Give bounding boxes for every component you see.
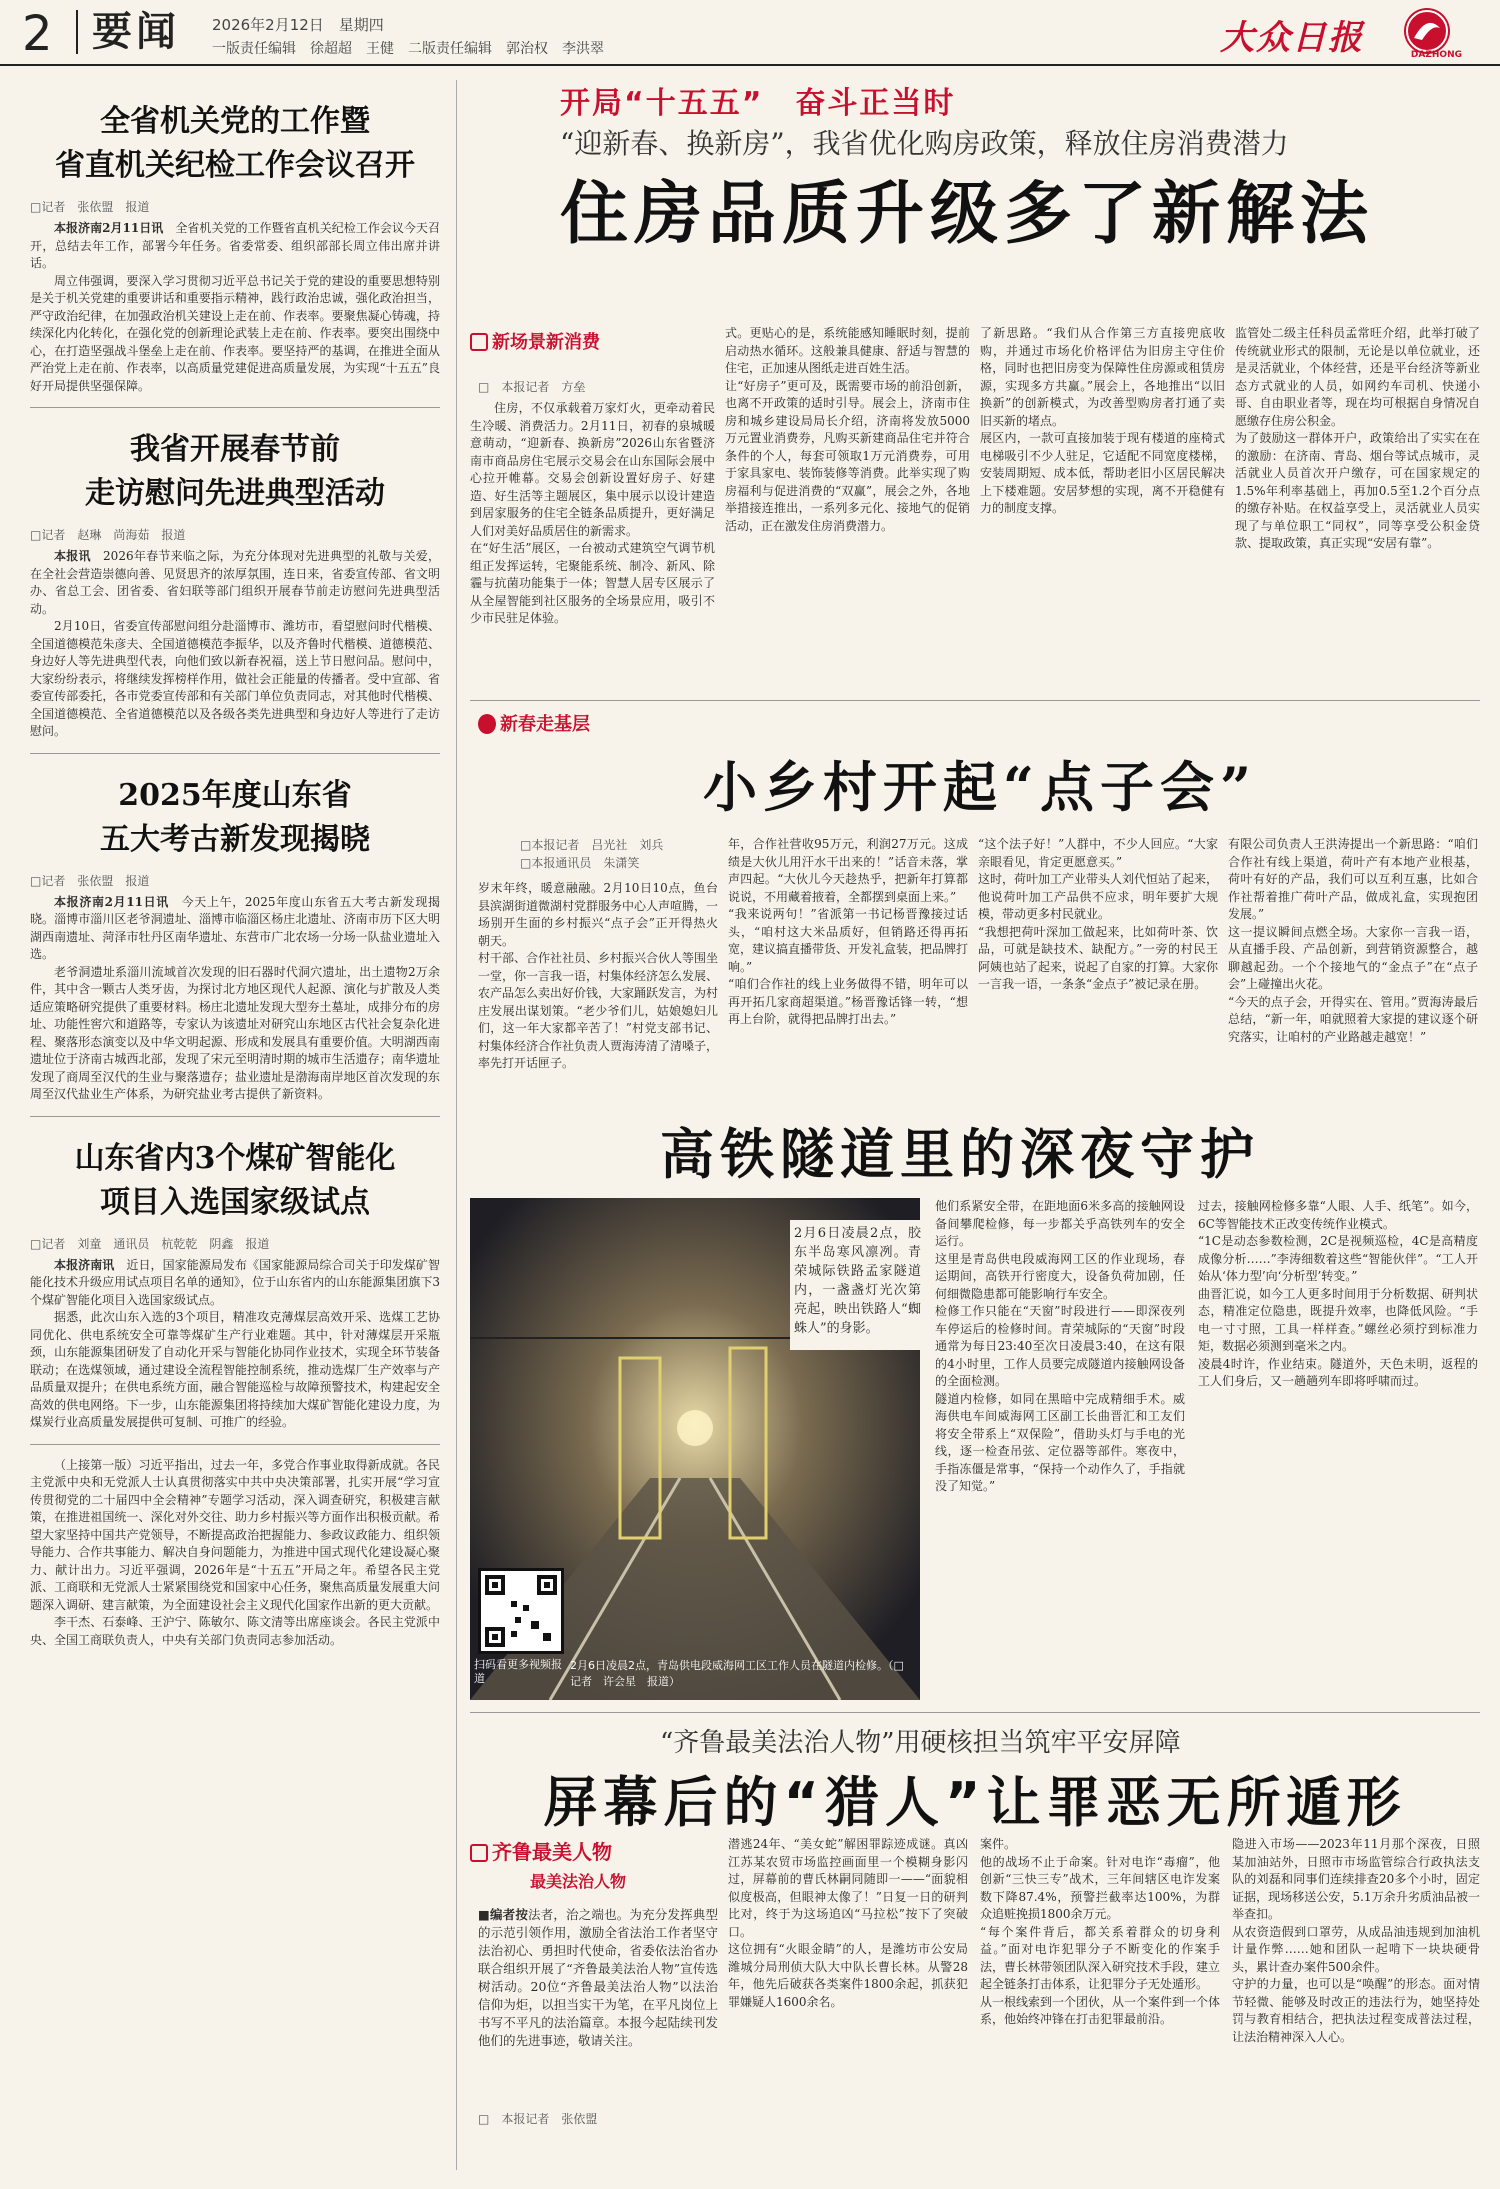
divider xyxy=(30,1444,440,1445)
main-column-3: 了新思路。“我们从合作第三方直接兜底收购，并通过市场化价格评估为旧房主守住价格，同时也把旧房变为保障性住房源或租赁房源，实现多方共赢。”展会上，各地推出“以旧换新”的创新模式，为改善型购房者打通了卖旧买新的堵点。 展区内，一款可直接加装于现有楼道的座椅式电梯吸引不少人驻足，它适配不同宽度楼梯，安装周期短、成本低，帮助老旧小区居民解决上下楼难题。安居梦想的实现，离不开稳健有力的制度支撑。 xyxy=(980,326,1225,515)
shopping-bag-icon xyxy=(470,333,488,351)
lead-text: 今天上午，2025年度山东省五大考古新发现揭晓。淄博市淄川区老爷洞遗址、淄博市临淄区杨庄北遗址、济南市历下区大明湖西南遗址、菏泽市牡丹区南华遗址、东营市广北农场一分场一队盐业遗址入选。 xyxy=(30,894,440,961)
lantern-icon xyxy=(478,714,496,734)
section-divider xyxy=(470,1712,1480,1713)
article-body: 据悉，此次山东入选的3个项目，精准攻克薄煤层高效开采、选煤工艺协同优化、供电系统安全可靠等煤矿生产行业难题。其中，针对薄煤层开采瓶颈，山东能源集团研发了自动化开采与智能化协同作业技术，实现全环节装备联动；在选煤领域，通过建设全流程智能控制系统，推动选煤厂生产效率与产品质量双提升；在供电系统方面，融合智能巡检与故障预警技术，构建起安全高效的供电网络。下一步，山东能源集团将持续加大煤矿智能化建设力度，为煤炭行业高质量发展提供可复制、可推广的经验。 xyxy=(30,1310,440,1429)
village-column-3: “这个法子好！”人群中，不少人回应。“大家亲眼看见，肯定更愿意买。” 这时，荷叶加工产业带头人刘代恒站了起来，他说荷叶加工产品供不应求，明年要扩大规模，带动更多村民就业。 “我想把荷叶深加工做起来，比如荷叶茶、饮品，可就是缺技术、缺配方。”一旁的村民王阿姨也站了起来，说起了自家的打算。大家你一言我一语，一条条“金点子”被记录在册。 xyxy=(978,837,1218,991)
lead-text: 全省机关党的工作暨省直机关纪检工作会议今天召开，总结去年工作，部署今年任务。省委常委、组织部部长周立伟出席并讲话。 xyxy=(30,221,440,270)
qr-label: 扫码看更多视频报道 xyxy=(474,1658,562,1685)
village-column-4: 有限公司负责人王洪涛提出一个新思路：“咱们合作社有线上渠道，荷叶产有本地产业根基，荷叶有好的产品，我们可以互利互惠，比如合作社帮着推广荷叶产品，做成礼盒，实现抱团发展。” 这一提议瞬间点燃全场。大家你一言我一语，从直播手段、产品创新，到营销资源整合，越聊越起劲。一个个接地气的“金点子”在“点子会”上碰撞出火花。 “今天的点子会，开得实在、管用。”贾海涛最后总结，“新一年，咱就照着大家提的建议逐个研究落实，让咱村的产业路越走越宽！” xyxy=(1228,837,1478,1044)
editor-note-text: 法者，治之端也。为充分发挥典型的示范引领作用，激励全省法治工作者坚守法治初心、勇担时代使命，省委依法治省办联合组织开展了“齐鲁最美法治人物”宣传选树活动。20位“齐鲁最美法治人物”以法治信仰为炬，以担当实干为笔，在平凡岗位上书写不平凡的法治篇章。本报今起陆续刊发他们的先进事迹，敬请关注。 xyxy=(478,1907,718,2048)
attendees: 李干杰、石泰峰、王沪宁、陈敏尔、陈文清等出席座谈会。各民主党派中央、全国工商联负责人，中央有关部门负责同志参加活动。 xyxy=(30,1615,440,1647)
legal-column-2: 案件。 他的战场不止于命案。针对电诈“毒瘤”，他创新“三快三专”战术，三年间辖区电诈发案数下降87.4%，预警拦截率达100%，为群众追赃挽损1800余万元。 “每个案件背后，都关系着群众的切身利益。”面对电诈犯罪分子不断变化的作案手法，曹长林带领团队深入研究技术手段，建立起全链条打击体系，让犯罪分子无处遁形。 从一根线索到一个团伙，从一个案件到一个体系，他始终冲锋在打击犯罪最前沿。 xyxy=(980,1837,1220,2026)
article-continued xyxy=(30,1457,440,1650)
article-body: 2月10日，省委宣传部慰问组分赴淄博市、潍坊市，看望慰问时代楷模、全国道德模范朱彦夫、全国道德模范李振华，以及齐鲁时代楷模、道德模范、身边好人等先进典型代表，向他们致以新春祝福，送上节日慰问品。慰问中，大家纷纷表示，将继续发挥榜样作用，做社会正能量的传播者。受中宣部、省委宣传部委托，各市党委宣传部和有关部门单位负责同志，对其他时代楷模、全国道德模范、全省道德模范以及各级各类先进典型和身边好人等进行了走访慰问。 xyxy=(30,619,440,738)
tag-line1 xyxy=(470,1836,670,1865)
main-headline: 住房品质升级多了新解法 xyxy=(560,175,1375,254)
editor-note-label: ■编者按 xyxy=(478,1907,529,1922)
headline-line2: 项目入选国家级试点 xyxy=(100,1184,370,1220)
section-headline: 小乡村开起“点子会” xyxy=(702,755,1258,819)
article-coal-mine xyxy=(30,1137,440,1432)
continued-label: （上接第一版） xyxy=(54,1457,139,1472)
headline-line2: 省直机关纪检工作会议召开 xyxy=(55,148,415,183)
left-column xyxy=(30,100,440,1649)
subheadline: “迎新春、换新房”，我省优化购房政策，释放住房消费潜力 xyxy=(560,127,1289,160)
logo-sub: DAZHONG xyxy=(1410,50,1462,60)
article-spring-festival-visit xyxy=(30,428,440,741)
headline-line1: 全省机关党的工作暨 xyxy=(100,104,370,139)
article-lead xyxy=(30,894,440,964)
kicker: 开局“十五五” 奋斗正当时 xyxy=(560,86,956,121)
section-headline: 高铁隧道里的深夜守护 xyxy=(660,1122,1260,1186)
legal-column-3: 隐进入市场——2023年11月那个深夜，日照某加油站外，日照市市场监管综合行政执法支队的刘磊和同事们连续排查20多个小时，固定证据，现场移送公安，5.1万余升劣质油品被一举查扣。 从农资造假到口罩劳，从成品油违规到加油机计量作弊……她和团队一起啃下一块块硬骨头，累计查办案件500余件。 守护的力量，也可以是“唤醒”的形态。面对情节轻微、能够及时改正的违法行为，她坚持处罚与教育相结合，把执法过程变成普法过程，让法治精神深入人心。 xyxy=(1232,1837,1480,2044)
headline-line1: 2025年度山东省 xyxy=(118,777,352,813)
section-name: 要闻 xyxy=(76,10,180,54)
main-column-2: 式。更贴心的是，系统能感知睡眠时刻，提前启动热水循环。这般兼具健康、舒适与智慧的住宅，正加速从图纸走进百姓生活。 让“好房子”更可及，既需要市场的前沿创新，也离不开政策的适时引导。展会上，济南市住房和城乡建设局局长介绍，济南将发放5000万元置业消费券，凡购买新建商品住宅并符合条件的个人，每套可领取1万元消费券，可用于家具家电、装饰装修等消费。此举实现了购房福利与促进消费的“双赢”，展会之外，各地举措接连推出，一系列多元化、接地气的促销活动，正在激发住房消费潜力。 xyxy=(725,326,970,533)
lead-text: 2026年春节来临之际，为充分体现对先进典型的礼敬与关爱，在全社会营造崇德向善、见贤思齐的浓厚氛围，连日来，省委宣传部、省文明办、省总工会、团省委、省妇联等部门组织开展春节前走访慰问先进典型活动。 xyxy=(30,549,440,616)
byline: □记者 张依盟 报道 xyxy=(30,200,150,214)
byline: □本报记者 吕光社 刘兵 □本报通讯员 朱潇笑 xyxy=(520,838,664,870)
village-column-1: 岁末年终，暖意融融。2月10日10点，鱼台县滨湖街道微湖村党群服务中心人声喧腾，一场别开生面的乡村振兴“点子会”正开得热火朝天。 村干部、合作社社员、乡村振兴合伙人等围坐一堂，你一言我一语，村集体经济怎么发展、农产品怎么卖出好价钱，大家踊跃发言，为村庄发展出谋划策。“老少爷们儿，姑娘媳妇儿们，这一年大家都辛苦了！”村党支部书记、村集体经济合作社负责人贾海涛清了清嗓子，率先打开话匣子。 xyxy=(478,881,718,1070)
logo-text: 大众日报 xyxy=(1220,18,1364,58)
tag-label: 新场景新消费 xyxy=(492,332,600,353)
village-column-2: 年，合作社营收95万元，利润27万元。这成绩是大伙儿用汗水干出来的！”话音未落，掌声四起。“大伙儿今天趁热乎，把新年打算都说说，不用藏着掖着，全都摆到桌面上来。” “我来说两句！”省派第一书记杨晋豫接过话头，“咱村这大米品质好，但销路还得再拓宽，建议搞直播带货、开发礼盒装，把品牌打响。” “咱们合作社的线上业务做得不错，明年可以再开拓几家商超渠道。”杨晋豫话锋一转，“想再上台阶，就得把品牌打出去。” xyxy=(728,837,968,1026)
tunnel-column-2: 过去，接触网检修多靠“人眼、人手、纸笔”。如今，6C等智能技术正改变传统作业模式。 “1C是动态参数检测，2C是视频巡检，4C是高精度成像分析……”李涛细数着这些“智能伙伴”。“工人开始从‘体力型’向‘分析型’转变。” 曲晋汇说，如今工人更多时间用于分析数据、研判状态，精准定位隐患，既提升效率，也降低风险。“手电一寸寸照，工具一样样查。”螺丝必须拧到标准力矩，数据必须测到毫米之内。 凌晨4时许，作业结束。隧道外，天色未明，返程的工人们身后，又一趟趟列车即将呼啸而过。 xyxy=(1198,1199,1478,1388)
dateline: 本报讯 xyxy=(54,549,91,563)
section-divider xyxy=(470,700,1480,701)
issue-date: 2026年2月12日 星期四 xyxy=(212,16,384,34)
star-badge-icon xyxy=(470,1844,488,1862)
tag-label: 新春走基层 xyxy=(500,714,590,735)
dateline: 本报济南讯 xyxy=(54,1257,115,1272)
tag-line2: 最美法治人物 xyxy=(530,1872,627,1891)
headline-line2: 走访慰问先进典型活动 xyxy=(85,476,385,511)
article-body xyxy=(30,1457,440,1615)
byline: □记者 赵琳 尚海茹 报道 xyxy=(30,528,186,542)
logo-emblem-icon xyxy=(1404,8,1450,54)
divider xyxy=(30,753,440,754)
newspaper-logo xyxy=(1220,6,1470,60)
byline: □ 本报记者 张依盟 xyxy=(478,2112,598,2126)
editor-note xyxy=(478,1906,718,2096)
article-lead xyxy=(30,220,440,273)
main-column-1: 住房，不仅承载着万家灯火，更牵动着民生冷暖、消费活力。2月11日，初春的泉城暖意萌动，“迎新春、换新房”2026山东省暨济南市商品房住宅展示交易会在山东国际会展中心拉开帷幕。交易会创新设置好房子、好建造、好生活等主题展区，集中展示以设计建造到居家服务的住宅全链条品质提升，更好满足人们对美好品质居住的新需求。 在“好生活”展区，一台被动式建筑空气调节机组正发挥运转，宅聚能系统、制冷、新风、除霾与抗菌功能集于一体；智慧人居专区展示了从全屋智能到社区服务的全场景应用，吸引不少市民驻足体验。 xyxy=(470,401,715,625)
tag-label: 齐鲁最美人物 xyxy=(492,1840,612,1864)
qr-code[interactable] xyxy=(478,1568,564,1654)
divider xyxy=(30,1116,440,1117)
section-headline: 屏幕后的“猎人”让罪恶无所遁形 xyxy=(543,1771,1407,1834)
article-lead xyxy=(30,548,440,618)
headline-line1: 山东省内3个煤矿智能化 xyxy=(74,1140,396,1176)
article-archaeology xyxy=(30,774,440,1104)
byline: □记者 刘童 通讯员 杭乾乾 阴鑫 报道 xyxy=(30,1236,270,1251)
tag-new-consumption xyxy=(470,328,600,354)
divider xyxy=(30,407,440,408)
section-subheadline: “齐鲁最美法治人物”用硬核担当筑牢平安屏障 xyxy=(660,1728,1181,1758)
tag-legal-figure xyxy=(470,1836,670,1892)
legal-column-1: 潜逃24年、“美女蛇”解困罪踪迹成谜。真凶江苏某农贸市场监控画面里一个模糊身影闪过，屏幕前的曹氏林嗣同随即一——“面貌相似度极高，但眼神太像了！”日复一日的研判比对，终于为这场追凶“马拉松”按下了突破口。 这位拥有“火眼金睛”的人，是潍坊市公安局潍城分局刑侦大队大中队长曹长林。从警28年，他先后破获各类案件1800余起，抓获犯罪嫌疑人1600余名。 xyxy=(728,1837,968,2009)
article-lead xyxy=(30,1257,440,1310)
article-body: 周立伟强调，要深入学习贯彻习近平总书记关于党的建设的重要思想特别是关于机关党建的重要讲话和重要指示精神，践行政治忠诚，强化政治担当，严守政治纪律，在加强政治机关建设上走在前、作表率。要聚焦凝心铸魂，持续深化内化转化，在强化党的创新理论武装上走在前、作表率。要突出围绕中心，在打造坚强战斗堡垒上走在前、作表率。要坚持严的基调，在推进全面从严治党上走在前、作表率，以高质量党建促进高质量发展，为实现“十五五”良好开局提供坚强保障。 xyxy=(30,273,440,393)
article-body: 老爷洞遗址系淄川流域首次发现的旧石器时代洞穴遗址，出土遗物2万余件，其中含一颗古人类牙齿，为探讨北方地区现代人起源、演化与扩散及人类适应策略研究提供了重要材料。杨庄北遗址发现大型夯土墓址，成排分布的房址、功能性窖穴和道路等，专家认为该遗址对研究山东地区古代社会复杂化进程、聚落形态演变以及中华文明起源、形成和发展具有重要价值。大明湖西南遗址位于济南古城西北部，发现了宋元至明清时期的城市生活遗存；南华遗址发现了商周至汉代的生业与聚落遗存；盐业遗址是渤海南岸地区首次发现的东周至汉代盐业生产体系，为研究盐业考古提供了新资料。 xyxy=(30,964,440,1101)
continued-text: 习近平指出，过去一年，多党合作事业取得新成就。各民主党派中央和无党派人士认真贯彻落实中共中央决策部署，扎实开展“学习宣传贯彻党的二十届四中全会精神”专题学习活动，深入调查研究，积极建言献策，在推进祖国统一、深化对外交往、助力乡村振兴等方面作出积极贡献。希望大家坚持中国共产党领导，不断提高政治把握能力、参政议政能力、组织领导能力、合作共事能力、解决自身问题能力，为推进中国式现代化建设凝心聚力、献计出力。习近平强调，2026年是“十五五”开局之年。希望各民主党派、工商联和无党派人士紧紧围绕党和国家中心任务，聚焦高质量发展重大问题深入调研、建言献策，为全面建设社会主义现代化国家作出新的更大贡献。 xyxy=(30,1457,440,1612)
article-party-work xyxy=(30,100,440,395)
editors-line: 一版责任编辑 徐超超 王健 二版责任编辑 郭治权 李洪翠 xyxy=(212,41,604,57)
column-divider xyxy=(456,80,457,2170)
dateline: 本报济南2月11日讯 xyxy=(54,894,169,909)
main-column-4: 监管处二级主任科员孟常旺介绍，此举打破了传统就业形式的限制，无论是以单位就业，还是灵活就业，个体经营，还是平台经济等新业态方式就业的人员，如网约车司机、快递小哥、自由职业者等，现在均可根据自身情况自愿缴存住房公积金。 为了鼓励这一群体开户，政策给出了实实在在的激励：在济南、青岛、烟台等试点城市，灵活就业人员首次开户缴存，可在国家规定的1.5%年利率基础上，再加0.5至1.2个百分点的缴存补贴。在权益享受上，灵活就业人员实现了与单位职工“同权”，同等享受公积金贷款、提取政策，真正实现“安居有靠”。 xyxy=(1235,326,1480,550)
photo-caption: 2月6日凌晨2点，青岛供电段威海网工区工作人员在隧道内检修。（□记者 许会星 报道） xyxy=(570,1659,904,1688)
headline-line2: 五大考古新发现揭晓 xyxy=(100,821,370,857)
headline-line1: 我省开展春节前 xyxy=(130,432,340,467)
tunnel-column-1: 他们系紧安全带，在距地面6米多高的接触网设备间攀爬检修，每一步都关乎高铁列车的安全运行。 这里是青岛供电段威海网工区的作业现场，春运期间，高铁开行密度大，设备负荷加剧，任何细微隐患都可能影响行车安全。 检修工作只能在“天窗”时段进行——即深夜列车停运后的检修时间。青荣城际的“天窗”时段通常为每日23:40至次日凌晨3:40，在这有限的4小时里，工作人员要完成隧道内接触网设备的全面检测。 隧道内检修，如同在黑暗中完成精细手术。威海供电车间威海网工区副工长曲晋汇和工友们将安全带系上“双保险”，借助头灯与手电的光线，逐一检查吊弦、定位器等部件。寒夜中，手指冻僵是常事，“保持一个动作久了，手指就没了知觉。” xyxy=(935,1199,1185,1493)
lead-text: 近日，国家能源局发布《国家能源局综合司关于印发煤矿智能化技术升级应用试点项目名单的通知》，位于山东省内的山东能源集团旗下3个煤矿智能化项目入选国家级试点。 xyxy=(30,1257,440,1307)
byline: □记者 张依盟 报道 xyxy=(30,873,150,888)
dateline: 本报济南2月11日讯 xyxy=(54,221,164,235)
tag-spring-festival xyxy=(478,710,590,736)
page-number: 2 xyxy=(22,6,53,62)
tunnel-lead: 2月6日凌晨2点，胶东半岛寒风凛冽。青荣城际铁路孟家隧道内，一盏盏灯光次第亮起，映出铁路人“蜘蛛人”的身影。 xyxy=(790,1220,925,1350)
byline: □ 本报记者 方垒 xyxy=(478,380,586,394)
